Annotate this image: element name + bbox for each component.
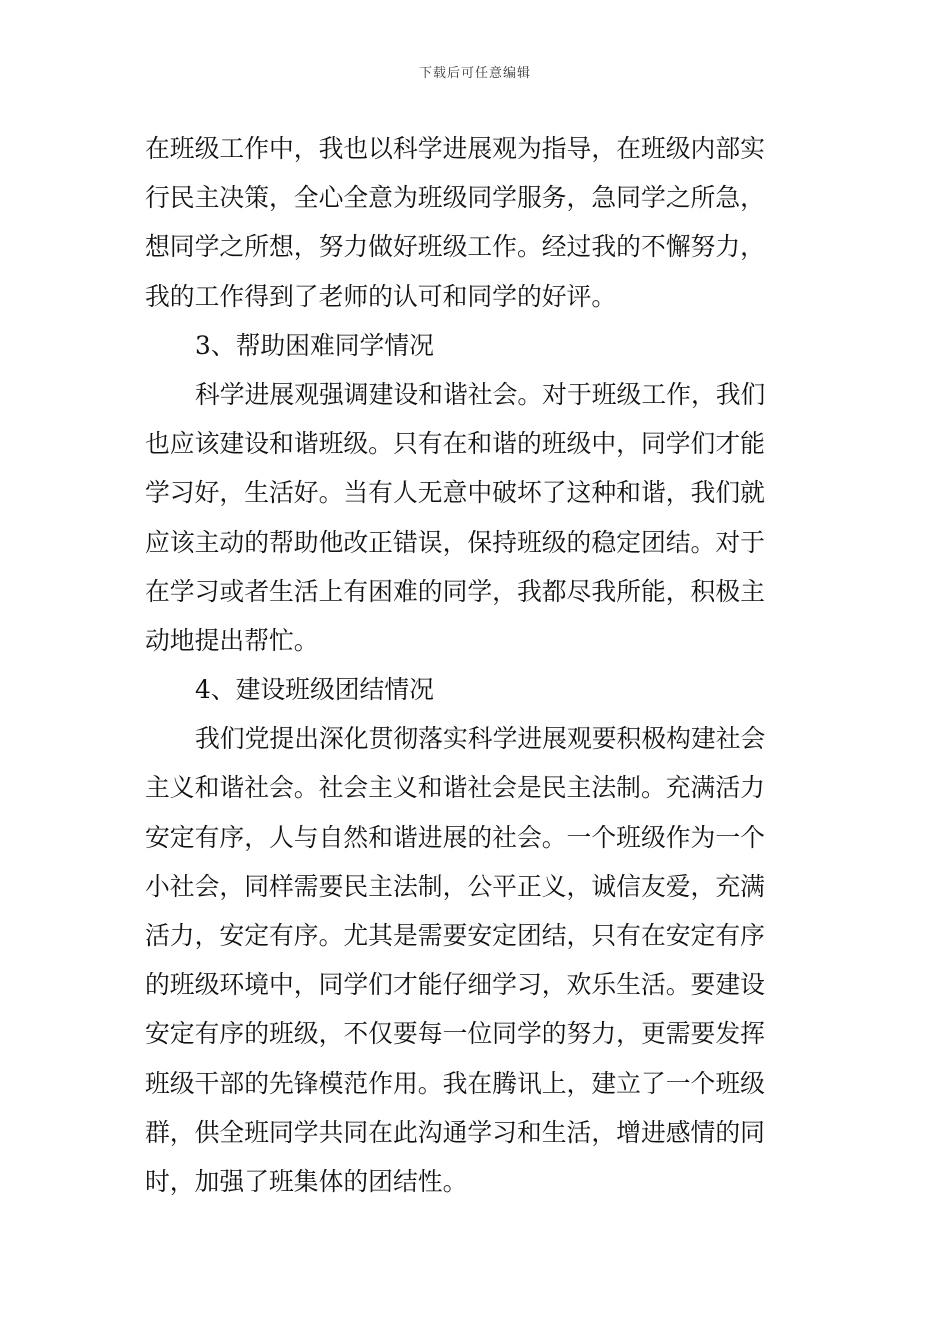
text-line: 也应该建设和谐班级。只有在和谐的班级中，同学们才能 bbox=[145, 429, 765, 459]
text-line: 应该主动的帮助他改正错误，保持班级的稳定团结。对于 bbox=[145, 527, 765, 557]
text-line: 行民主决策，全心全意为班级同学服务，急同学之所急， bbox=[145, 183, 765, 213]
text-line: 主义和谐社会。社会主义和谐社会是民主法制。充满活力 bbox=[145, 773, 765, 803]
text-line: 安定有序的班级，不仅要每一位同学的努力，更需要发挥 bbox=[145, 1019, 765, 1049]
text-line: 的班级环境中，同学们才能仔细学习，欢乐生活。要建设 bbox=[145, 970, 765, 1000]
text-line: 在班级工作中，我也以科学进展观为指导，在班级内部实 bbox=[145, 134, 765, 163]
text-line: 我们党提出深化贯彻落实科学进展观要积极构建社会 bbox=[195, 724, 766, 754]
text-line: 科学进展观强调建设和谐社会。对于班级工作，我们 bbox=[195, 379, 766, 409]
text-line: 班级干部的先锋模范作用。我在腾讯上，建立了一个班级 bbox=[145, 1068, 765, 1098]
text-line: 活力，安定有序。尤其是需要安定团结，只有在安定有序 bbox=[145, 921, 765, 950]
text-line: 想同学之所想，努力做好班级工作。经过我的不懈努力， bbox=[145, 232, 765, 262]
text-line: 3、帮助困难同学情况 bbox=[195, 330, 434, 360]
text-line: 安定有序，人与自然和谐进展的社会。一个班级作为一个 bbox=[145, 822, 765, 852]
document-body bbox=[145, 124, 810, 1206]
text-line: 4、建设班级团结情况 bbox=[195, 675, 434, 705]
text-line: 小社会，同样需要民主法制，公平正义，诚信友爱，充满 bbox=[145, 871, 765, 901]
text-line: 动地提出帮忙。 bbox=[145, 625, 319, 655]
page-header: 下载后可任意编辑 bbox=[418, 66, 531, 81]
text-line: 时，加强了班集体的团结性。 bbox=[145, 1166, 468, 1196]
text-line: 我的工作得到了老师的认可和同学的好评。 bbox=[145, 281, 617, 311]
text-line: 学习好，生活好。当有人无意中破坏了这种和谐，我们就 bbox=[145, 478, 765, 508]
text-line: 群，供全班同学共同在此沟通学习和生活，增进感情的同 bbox=[145, 1117, 765, 1147]
text-line: 在学习或者生活上有困难的同学，我都尽我所能，积极主 bbox=[145, 576, 765, 606]
